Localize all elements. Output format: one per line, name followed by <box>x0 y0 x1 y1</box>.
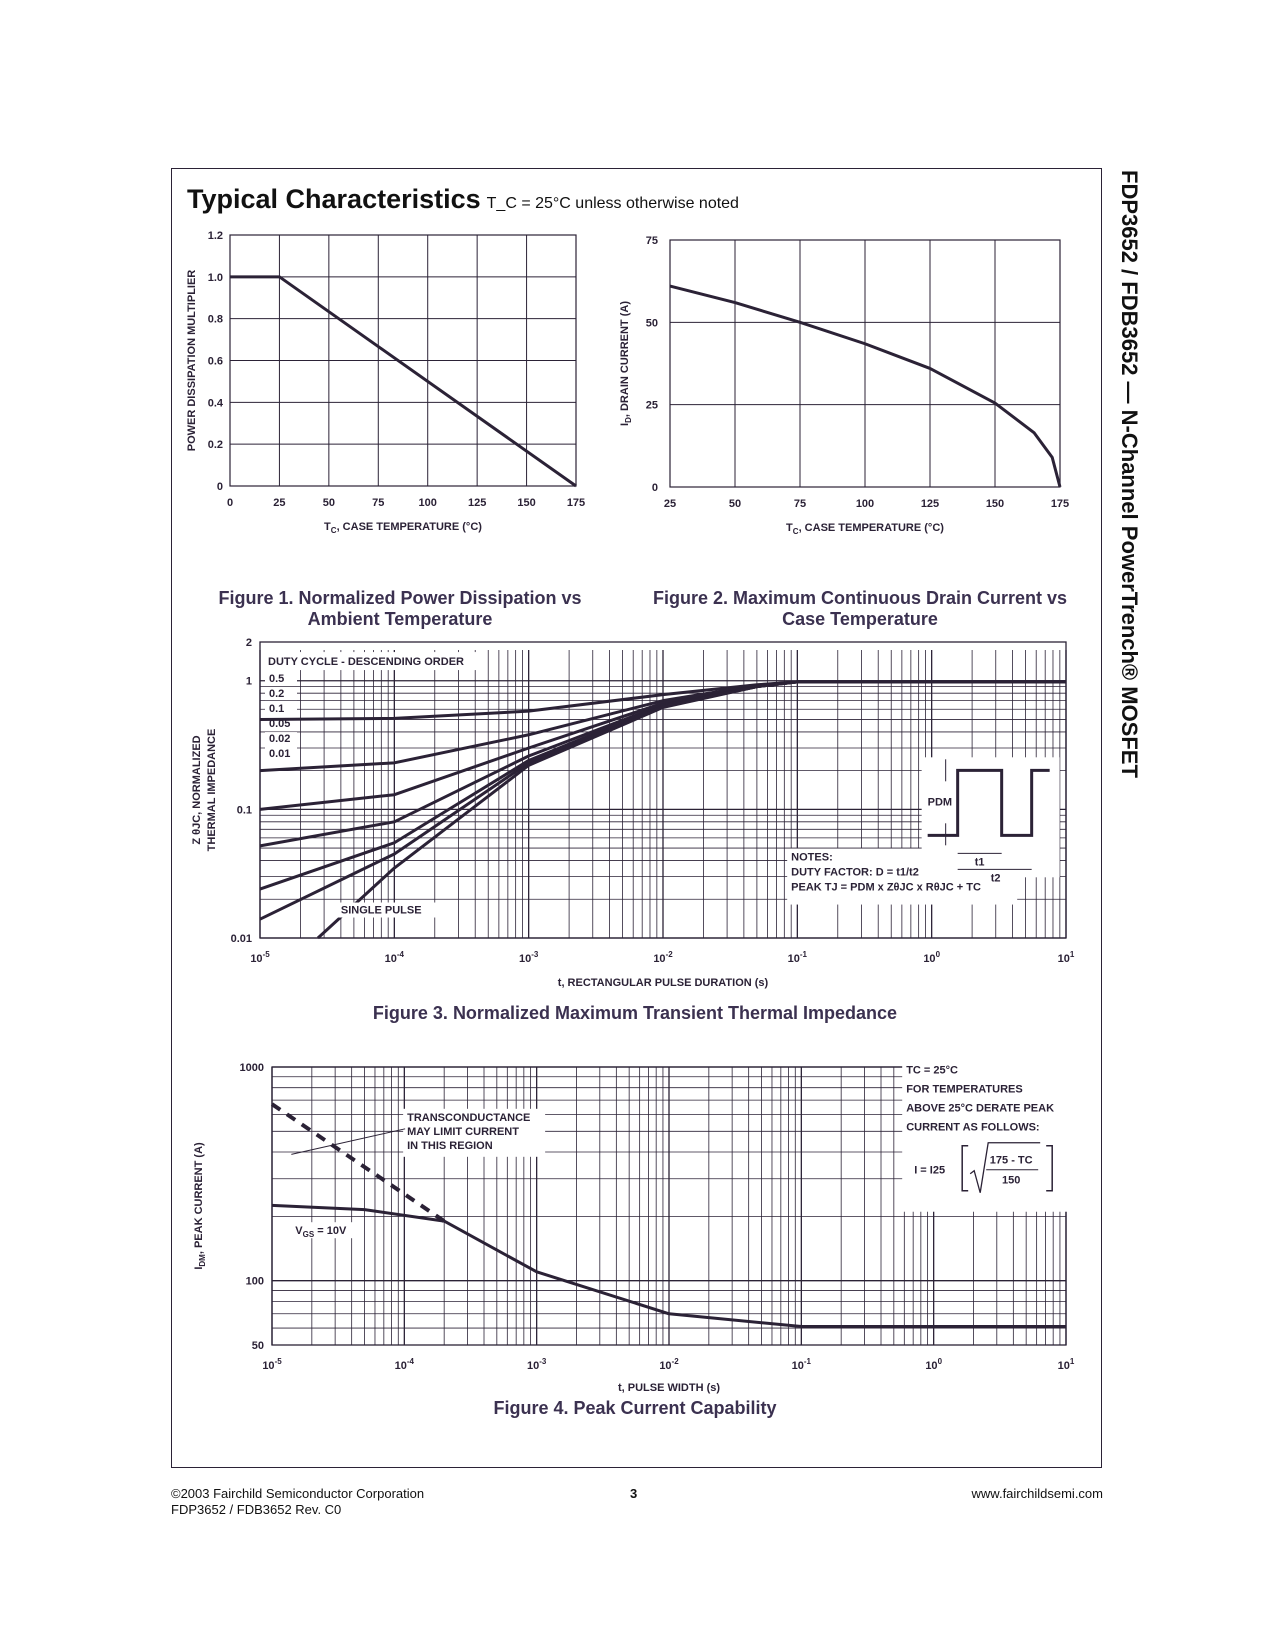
fig3-inset-bg <box>922 757 1060 877</box>
fig3-xlabel: t, RECTANGULAR PULSE DURATION (s) <box>557 977 769 989</box>
fig1-ytick-label-5: 1.0 <box>207 271 223 284</box>
fig3-xtick-label-6: $10^1$ <box>1057 950 1075 965</box>
fig3-ytick-label-1: 0.1 <box>236 804 252 817</box>
fig4-xtick-label-1: $10^{-4}$ <box>394 1357 415 1372</box>
fig4-formula-den: 150 <box>1002 1174 1021 1187</box>
fig2-ytick-label-2: 50 <box>645 317 658 330</box>
figure-1-caption <box>180 588 620 630</box>
fig1-ytick-label-1: 0.2 <box>207 439 223 452</box>
fig3-notes-line-2: PEAK TJ = PDM x ZθJC x RθJC + TC <box>791 881 981 894</box>
fig3-xtick-label-5: $10^0$ <box>923 950 941 965</box>
fig3-inset-t1: t1 <box>974 856 985 869</box>
section-title: Typical Characteristics <box>187 184 481 214</box>
fig1-xtick-label-6: 150 <box>517 497 536 509</box>
figure-1-chart <box>180 230 620 570</box>
figure-4-caption-line1: Figure 4. Peak Current Capability <box>493 1398 777 1418</box>
fig3-notes-line-1: DUTY FACTOR: D = t1/t2 <box>791 866 919 879</box>
side-title-text: FDP3652 / FDB3652 — N-Channel PowerTrench® MOSFET <box>1117 170 1142 778</box>
footer-left <box>171 1486 424 1518</box>
figure-4-chart <box>180 1055 1090 1395</box>
fig3-legend-entry-3: 0.05 <box>269 718 291 731</box>
fig3-xtick-label-3: $10^{-2}$ <box>653 950 673 965</box>
fig2-ytick-label-1: 25 <box>645 399 658 412</box>
fig1-xlabel: $T_C$, CASE TEMPERATURE (°C) <box>324 521 482 535</box>
fig3-ytick-label-0: 0.01 <box>230 933 252 945</box>
fig2-xtick-label-2: 75 <box>793 498 807 510</box>
fig3-legend-entry-2: 0.1 <box>269 703 285 716</box>
figure-2-caption-line2: Case Temperature <box>782 609 938 629</box>
figure-2-chart <box>619 230 1090 570</box>
fig4-xtick-label-6: $10^1$ <box>1057 1357 1075 1372</box>
fig1-ytick-label-6: 1.2 <box>207 230 223 242</box>
page-header <box>187 184 739 215</box>
fig1-xtick-label-0: 0 <box>226 497 234 509</box>
figure-3-caption-line1: Figure 3. Normalized Maximum Transient Thermal Impedance <box>372 1003 898 1023</box>
fig3-single-pulse-label: SINGLE PULSE <box>340 904 422 917</box>
fig4-derate-line-2: ABOVE 25°C DERATE PEAK <box>906 1102 1055 1115</box>
footer-page-number: 3 <box>630 1486 638 1501</box>
fig4-xtick-label-5: $10^0$ <box>925 1357 943 1372</box>
fig4-xlabel: t, PULSE WIDTH (s) <box>617 1382 721 1394</box>
fig2-xtick-label-4: 125 <box>920 498 940 510</box>
figure-1-caption-line1: Figure 1. Normalized Power Dissipation vs <box>218 588 582 608</box>
fig3-inset-t2: t2 <box>990 872 1001 885</box>
fig3-inset-pdm: PDM <box>927 796 953 809</box>
fig3-notes-line-0: NOTES: <box>791 851 833 864</box>
fig3-xtick-label-4: $10^{-1}$ <box>787 950 808 965</box>
fig4-ytick-label-1: 100 <box>245 1275 264 1288</box>
fig1-xtick-label-3: 75 <box>372 497 385 509</box>
fig4-formula-num: 175 - TC <box>989 1154 1033 1167</box>
figure-3-chart <box>180 637 1090 990</box>
fig3-xtick-label-1: $10^{-4}$ <box>384 950 405 965</box>
fig4-xtick-label-4: $10^{-1}$ <box>791 1357 812 1372</box>
section-condition: T_C = 25°C unless otherwise noted <box>486 195 739 212</box>
fig3-xtick-label-0: $10^{-5}$ <box>250 950 270 965</box>
fig2-xtick-label-0: 25 <box>663 498 677 510</box>
fig3-ylabel-line2: THERMAL IMPEDANCE <box>206 728 218 852</box>
fig3-ylabel-line1: Z θJC, NORMALIZED <box>191 735 203 845</box>
fig2-xtick-label-3: 100 <box>855 498 875 510</box>
fig4-derate-line-3: CURRENT AS FOLLOWS: <box>906 1121 1040 1134</box>
fig1-xtick-label-2: 50 <box>322 497 335 509</box>
fig4-derate-line-0: TC = 25°C <box>906 1064 958 1077</box>
fig3-legend-title: DUTY CYCLE - DESCENDING ORDER <box>268 656 464 669</box>
fig3-xtick-label-2: $10^{-3}$ <box>518 950 539 965</box>
side-title <box>1110 170 1150 870</box>
footer-url: www.fairchildsemi.com <box>971 1486 1103 1501</box>
fig4-xtick-label-0: $10^{-5}$ <box>262 1357 282 1372</box>
fig4-vgs-label: $V_{GS} = 10V$ <box>295 1225 347 1240</box>
fig1-xtick-label-1: 25 <box>273 497 286 509</box>
fig4-formula-lhs: I = I25 <box>914 1164 946 1177</box>
fig1-ylabel: POWER DISSIPATION MULTIPLIER <box>186 269 198 452</box>
fig3-legend-entry-4: 0.02 <box>269 733 291 746</box>
fig3-ytick-label-2: 1 <box>245 675 252 688</box>
figure-2-caption <box>630 588 1090 630</box>
figure-3-caption <box>180 1003 1090 1024</box>
fig4-xtick-label-3: $10^{-2}$ <box>659 1357 679 1372</box>
fig1-xtick-label-5: 125 <box>467 497 487 509</box>
fig2-xtick-label-6: 175 <box>1050 498 1070 510</box>
fig2-xtick-label-5: 150 <box>985 498 1005 510</box>
footer-rev: FDP3652 / FDB3652 Rev. C0 <box>171 1502 342 1517</box>
fig4-ytick-label-0: 50 <box>251 1340 264 1352</box>
fig4-transconductance-line-1: MAY LIMIT CURRENT <box>407 1125 519 1138</box>
fig1-xtick-label-4: 100 <box>418 497 437 509</box>
fig4-transconductance-arrow <box>291 1129 405 1155</box>
fig4-ylabel: $I_{DM}$, PEAK CURRENT (A) <box>193 1142 207 1270</box>
fig3-legend-entry-1: 0.2 <box>269 688 285 701</box>
fig4-ytick-label-2: 1000 <box>239 1062 264 1074</box>
fig2-ylabel: $I_D$, DRAIN CURRENT (A) <box>619 301 633 426</box>
fig3-legend-entry-5: 0.01 <box>269 748 291 761</box>
fig4-derate-line-1: FOR TEMPERATURES <box>906 1083 1023 1096</box>
fig2-ytick-label-0: 0 <box>651 482 658 494</box>
fig2-ytick-label-3: 75 <box>645 235 658 247</box>
fig1-ytick-label-3: 0.6 <box>207 355 223 368</box>
fig1-ytick-label-4: 0.8 <box>207 313 223 326</box>
fig1-ytick-label-0: 0 <box>216 481 223 493</box>
fig2-xtick-label-1: 50 <box>728 498 742 510</box>
fig3-ytick-label-3: 2 <box>245 637 252 649</box>
fig2-xlabel: $T_C$, CASE TEMPERATURE (°C) <box>786 522 944 536</box>
fig1-xtick-label-7: 175 <box>566 497 586 509</box>
figure-4-caption <box>180 1398 1090 1419</box>
figure-1-caption-line2: Ambient Temperature <box>307 609 493 629</box>
fig4-xtick-label-2: $10^{-3}$ <box>526 1357 547 1372</box>
fig1-ytick-label-2: 0.4 <box>207 397 223 410</box>
figure-2-caption-line1: Figure 2. Maximum Continuous Drain Current vs <box>652 588 1068 608</box>
footer-copyright: ©2003 Fairchild Semiconductor Corporation <box>171 1486 425 1501</box>
fig3-legend-entry-0: 0.5 <box>269 673 285 686</box>
fig4-transconductance-line-2: IN THIS REGION <box>407 1139 493 1152</box>
fig4-transconductance-line-0: TRANSCONDUCTANCE <box>407 1111 531 1124</box>
fig1-series-line-0 <box>230 277 576 486</box>
